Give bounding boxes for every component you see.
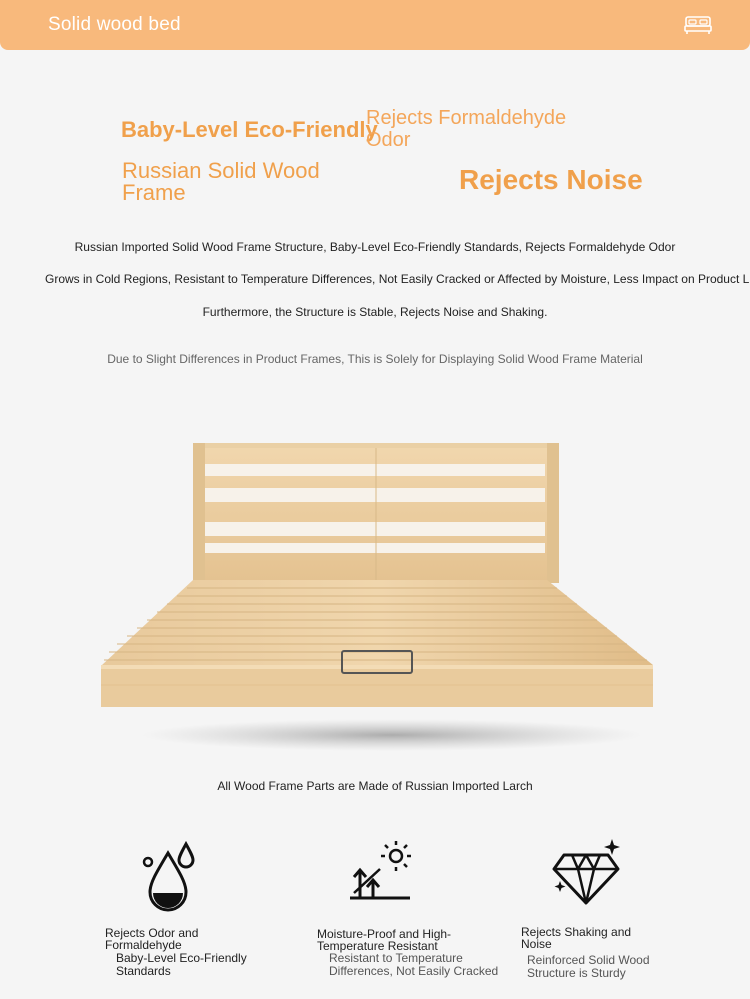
feature-item-3-title: Rejects Shaking and Noise (521, 925, 632, 951)
description-line-1: Russian Imported Solid Wood Frame Structure, Baby-Level Eco-Friendly Standards, Rejects Formaldehyde Odor (74, 240, 676, 254)
description-line-2: Grows in Cold Regions, Resistant to Temperature Differences, Not Easily Cracked or Affected by Moisture, Less Impact on Product L (45, 272, 750, 286)
page-title: Solid wood bed (48, 14, 181, 35)
diamond-icon (546, 835, 626, 915)
bed-icon (684, 15, 712, 35)
feature-item-1-title: Rejects Odor and Formaldehyde (105, 926, 199, 952)
feature-item-2-subtitle: Resistant to Temperature Differences, Not Easily Cracked (329, 951, 499, 978)
feature-russian-wood: Russian Solid Wood Frame (122, 158, 320, 205)
bed-illustration (95, 440, 660, 755)
feature-item-3-subtitle: Reinforced Solid Wood Structure is Sturdy (527, 953, 650, 980)
water-drops-icon (128, 835, 208, 915)
header-bar (0, 0, 750, 50)
feature-formaldehyde: Rejects Formaldehyde Odor (366, 107, 567, 151)
feature-item-2-title: Moisture-Proof and High-Temperature Resistant (317, 927, 452, 953)
description-line-3: Furthermore, the Structure is Stable, Rejects Noise and Shaking. (202, 305, 548, 319)
display-note: Due to Slight Differences in Product Frames, This is Solely for Displaying Solid Wood Frame Material (107, 352, 643, 366)
image-caption: All Wood Frame Parts are Made of Russian Imported Larch (217, 779, 533, 793)
feature-eco-friendly: Baby-Level Eco-Friendly (121, 117, 378, 142)
sun-temperature-icon (340, 835, 420, 915)
feature-rejects-noise: Rejects Noise (459, 164, 643, 195)
feature-item-1-subtitle: Baby-Level Eco-Friendly Standards (116, 951, 247, 978)
